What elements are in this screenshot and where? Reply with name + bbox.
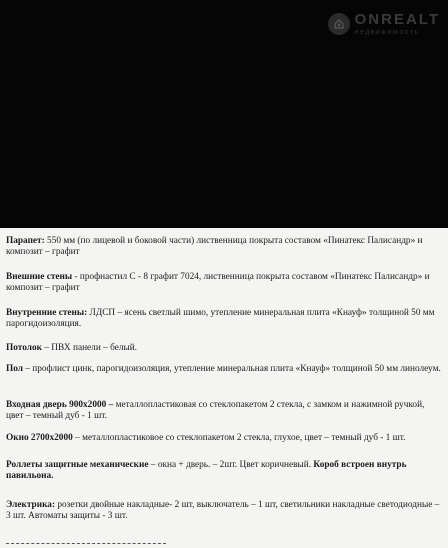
spec-heading: Парапет: — [6, 236, 45, 246]
spec-heading: Потолок — [6, 343, 42, 353]
spec-text: 550 мм (по лицевой и боковой части) лиственница покрыта составом «Пинатекс Палисандр» и композит – графит — [6, 236, 423, 257]
spec-text: розетки двойные накладные- 2 шт, выключатель – 1 шт, светильники накладные светодиодные – 3 шт. Автоматы защиты - 3 шт. — [6, 500, 440, 521]
spec-heading: Роллеты защитные механические — [6, 460, 149, 470]
spec-heading: Входная дверь 900х2000 – — [6, 400, 114, 410]
spec-heading: Электрика: — [6, 500, 56, 510]
spec-electrics — [6, 500, 444, 522]
spec-text: – ПВХ панели – белый. — [41, 343, 138, 353]
spec-internal-walls — [6, 308, 444, 330]
watermark-name: ONREALT — [354, 11, 440, 28]
spec-entrance-door — [6, 400, 444, 422]
cut-off-next-line — [6, 543, 166, 548]
spec-heading: Внутренние стены: — [6, 308, 88, 318]
redacted-black-area — [0, 0, 448, 228]
spec-text: металлопластиковая со стеклопакетом 2 стекла, с замком и нажимной ручкой, цвет – темный дуб - 1 шт. — [6, 400, 425, 421]
watermark — [328, 12, 440, 36]
spec-text: ЛДСП – ясень светлый шимо, утепление минеральная плита «Кнауф» толщиной 50 мм парогидоизоляция. — [6, 308, 435, 329]
onrealt-logo-icon — [328, 13, 350, 35]
spec-text-bold: Короб встроен внутрь павильона. — [6, 460, 407, 481]
spec-ceiling — [6, 343, 444, 354]
spec-parapet — [6, 236, 444, 258]
spec-heading: Окно 2700х2000 — [6, 433, 73, 443]
spec-external-walls — [6, 272, 444, 294]
spec-text: – профлист цинк, парогидоизоляция, утепление минеральная плита «Кнауф» толщиной 50 мм линолеум. — [22, 364, 441, 374]
spec-shutters — [6, 460, 444, 482]
watermark-subtitle: недвижимость — [354, 29, 420, 36]
spec-floor — [6, 364, 444, 375]
spec-text: – окна + дверь. – 2шт. Цвет коричневый. — [148, 460, 314, 470]
spec-text: - профнастил С - 8 графит 7024, лиственница покрыта составом «Пинатекс Палисандр» и композит – графит — [6, 272, 430, 293]
spec-heading: Пол — [6, 364, 23, 374]
spec-heading: Внешние стены — [6, 272, 73, 282]
spec-window — [6, 433, 444, 444]
spec-text: – металлопластиковое со стеклопакетом 2 стекла, глухое, цвет – темный дуб - 1 шт. — [72, 433, 406, 443]
